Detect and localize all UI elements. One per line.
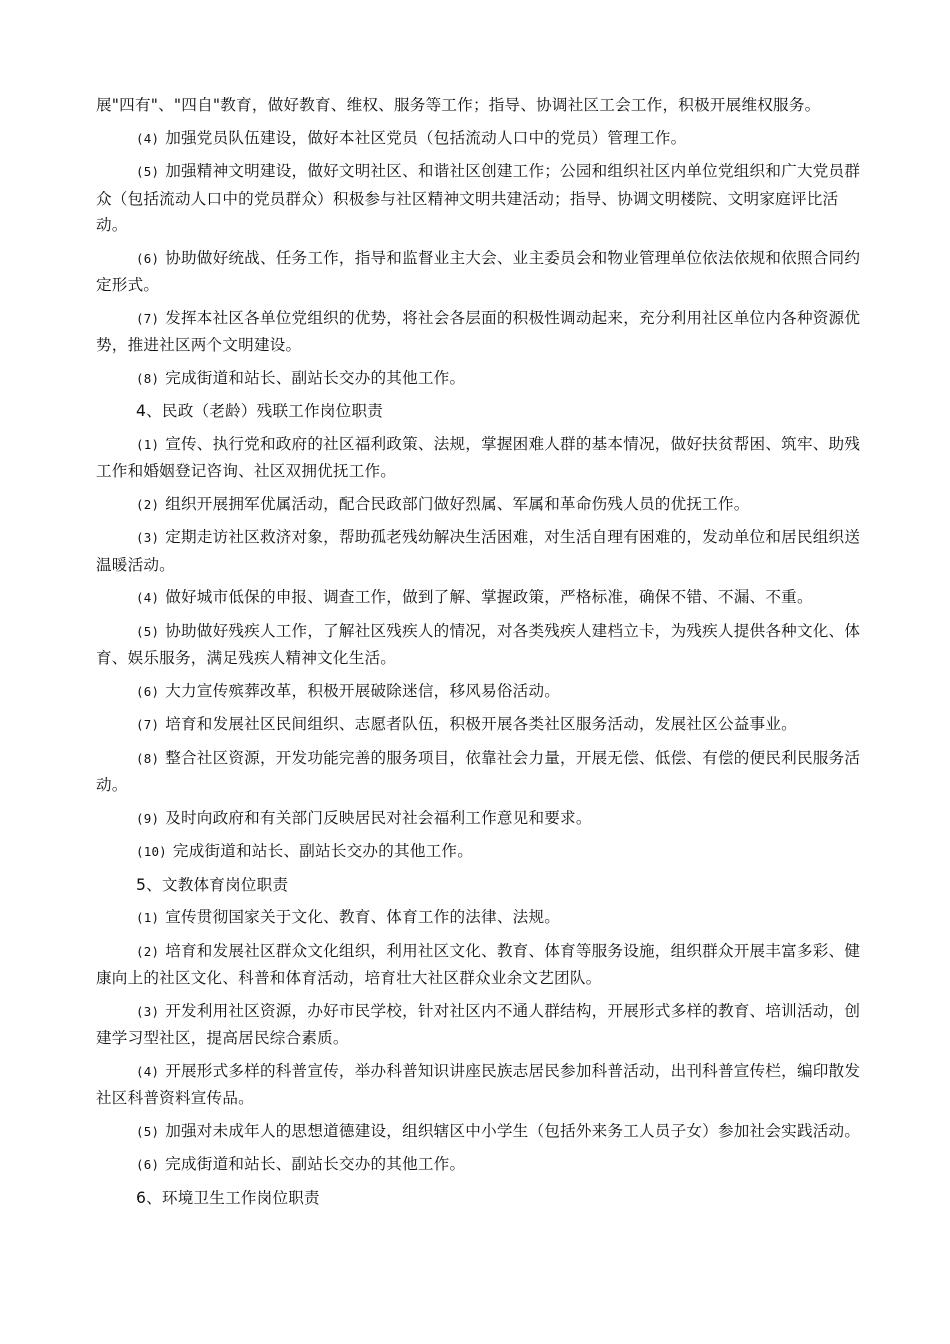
item-number: (6) [136, 250, 160, 266]
paragraph-text: 完成街道和站长、副站长交办的其他工作。 [165, 1155, 466, 1173]
item-number: (1) [136, 910, 160, 925]
list-item [96, 584, 866, 612]
list-item [96, 618, 866, 672]
item-number: (6) [136, 683, 160, 699]
list-item [96, 365, 866, 393]
paragraph-text: 6、环境卫生工作岗位职责 [136, 1188, 320, 1207]
section-heading [96, 1185, 866, 1212]
paragraph-text: 培育和发展社区民间组织、志愿者队伍，积极开展各类社区服务活动，发展社区公益事业。 [165, 715, 797, 733]
item-number: (7) [136, 717, 160, 732]
paragraph-text: 5、文教体育岗位职责 [136, 875, 289, 894]
item-number: (6) [136, 1157, 160, 1172]
item-number: (5) [136, 164, 160, 179]
list-item [96, 998, 866, 1052]
continuation-paragraph [96, 92, 866, 119]
list-item [96, 524, 866, 578]
paragraph-text: 开展形式多样的科普宣传，举办科普知识讲座民族志居民参加科普活动，出刊科普宣传栏，编印散发社区科普资料宣传品。 [96, 1061, 861, 1107]
item-number: (1) [136, 436, 160, 452]
list-item [96, 158, 866, 239]
list-item [96, 904, 866, 932]
list-item [96, 1151, 866, 1179]
item-number: (7) [136, 310, 160, 326]
paragraph-text: 4、民政（老龄）残联工作岗位职责 [136, 402, 384, 420]
section-heading [96, 872, 866, 899]
item-number: (4) [136, 1063, 160, 1079]
item-number: (2) [136, 496, 160, 512]
list-item [96, 245, 866, 299]
list-item [96, 711, 866, 739]
item-number: (2) [136, 943, 160, 959]
paragraph-text: 协助做好统战、任务工作，指导和监督业主大会、业主委员会和物业管理单位依法依规和依照合同约定形式。 [96, 248, 861, 294]
paragraph-text: 及时向政府和有关部门反映居民对社会福利工作意见和要求。 [165, 808, 592, 827]
list-item [96, 938, 866, 992]
paragraph-text: 完成街道和站长、副站长交办的其他工作。 [165, 368, 466, 387]
item-number: (5) [136, 1123, 160, 1139]
paragraph-text: 完成街道和站长、副站长交办的其他工作。 [172, 842, 473, 860]
paragraph-text: 做好城市低保的申报、调查工作，做到了解、掌握政策，严格标准，确保不错、不漏、不重。 [165, 588, 813, 606]
paragraph-text: 发挥本社区各单位党组织的优势，将社会各层面的积极性调动起来，充分利用社区单位内各种资源优势，推进社区两个文明建设。 [96, 308, 861, 354]
section-heading [96, 398, 866, 425]
paragraph-text: 宣传、执行党和政府的社区福利政策、法规，掌握困难人群的基本情况，做好扶贫帮困、筑牢、助残工作和婚姻登记咨询、社区双拥优抚工作。 [96, 434, 861, 480]
paragraph-text: 开发利用社区资源，办好市民学校，针对社区内不通人群结构，开展形式多样的教育、培训活动，创建学习型社区，提高居民综合素质。 [96, 1001, 861, 1047]
item-number: (5) [136, 623, 160, 639]
list-item [96, 838, 866, 866]
item-number: (9) [136, 810, 160, 826]
item-number: (3) [136, 1003, 160, 1019]
paragraph-text: 加强党员队伍建设，做好本社区党员（包括流动人口中的党员）管理工作。 [165, 128, 687, 147]
paragraph-text: 协助做好残疾人工作，了解社区残疾人的情况，对各类残疾人建档立卡，为残疾人提供各种文化、体育、娱乐服务，满足残疾人精神文化生活。 [96, 621, 861, 667]
list-item [96, 431, 866, 485]
paragraph-text: 整合社区资源，开发功能完善的服务项目，依靠社会力量，开展无偿、低偿、有偿的便民利民服务活动。 [96, 748, 861, 794]
list-item [96, 745, 866, 799]
paragraph-text: 加强对未成年人的思想道德建设，组织辖区中小学生（包括外来务工人员子女）参加社会实践活动。 [165, 1121, 861, 1140]
list-item [96, 305, 866, 359]
item-number: (8) [136, 370, 160, 386]
list-item [96, 805, 866, 833]
document-body [96, 92, 866, 1217]
item-number: (4) [136, 130, 160, 146]
paragraph-text: 定期走访社区救济对象，帮助孤老残幼解决生活困难，对生活自理有困难的，发动单位和居民组织送温暖活动。 [96, 528, 861, 574]
paragraph-text: 组织开展拥军优属活动，配合民政部门做好烈属、军属和革命伤残人员的优抚工作。 [165, 494, 750, 513]
item-number: (4) [136, 590, 160, 605]
list-item [96, 491, 866, 519]
paragraph-text: 大力宣传殡葬改革，积极开展破除迷信，移风易俗活动。 [165, 681, 561, 700]
item-number: (8) [136, 750, 160, 766]
paragraph-text: 加强精神文明建设，做好文明社区、和谐社区创建工作；公园和组织社区内单位党组织和广大党员群众（包括流动人口中的党员群众）积极参与社区精神文明共建活动；指导、协调文明楼院、文明家庭评比活动。 [96, 162, 861, 234]
paragraph-text: 培育和发展社区群众文化组织，利用社区文化、教育、体育等服务设施，组织群众开展丰富多彩、健康向上的社区文化、科普和体育活动，培育壮大社区群众业余文艺团队。 [96, 941, 861, 987]
list-item [96, 1058, 866, 1112]
item-number: (10) [136, 844, 167, 859]
list-item [96, 678, 866, 706]
paragraph-text: 宣传贯彻国家关于文化、教育、体育工作的法律、法规。 [165, 908, 561, 926]
list-item [96, 1118, 866, 1146]
item-number: (3) [136, 530, 160, 545]
list-item [96, 125, 866, 153]
paragraph-text: 展"四有"、"四自"教育，做好教育、维权、服务等工作；指导、协调社区工会工作，积极开展维权服务。 [96, 96, 821, 114]
